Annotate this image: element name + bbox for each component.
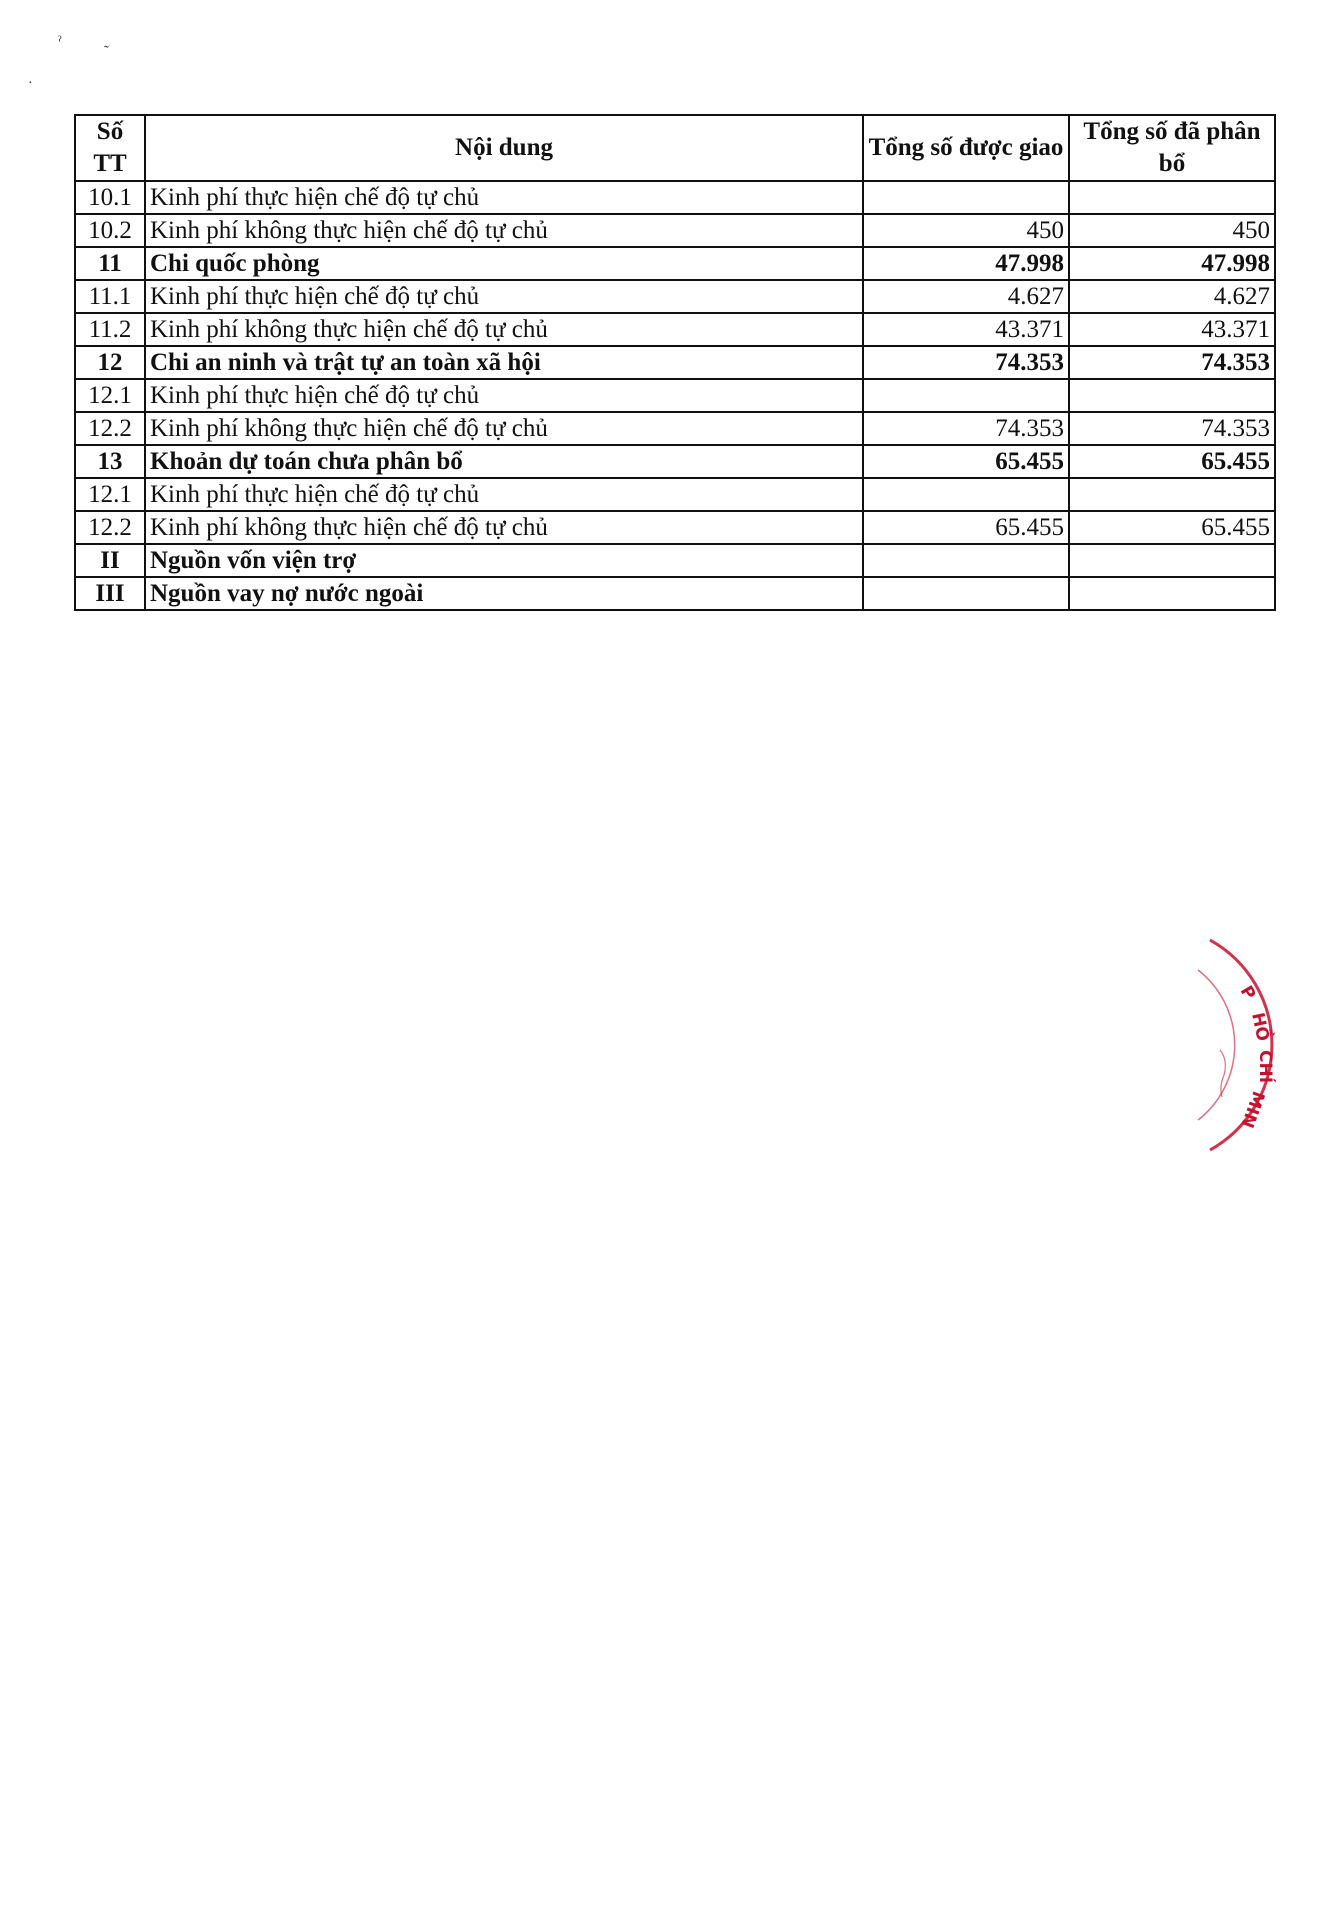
row-content: Nguồn vốn viện trợ	[145, 544, 863, 577]
row-stt: 12.1	[75, 379, 145, 412]
row-content: Kinh phí thực hiện chế độ tự chủ	[145, 379, 863, 412]
table-row	[75, 445, 1275, 478]
row-content: Kinh phí thực hiện chế độ tự chủ	[145, 181, 863, 214]
row-allocated: 4.627	[1069, 280, 1275, 313]
official-seal	[1190, 930, 1300, 1160]
row-allocated	[1069, 478, 1275, 511]
row-assigned: 47.998	[863, 247, 1069, 280]
row-assigned: 74.353	[863, 346, 1069, 379]
scan-artifact: ·	[28, 76, 33, 91]
svg-text:P: P	[1235, 982, 1260, 1004]
table-row	[75, 247, 1275, 280]
budget-table	[74, 114, 1276, 611]
table-row	[75, 181, 1275, 214]
row-stt: 12.1	[75, 478, 145, 511]
row-allocated	[1069, 577, 1275, 610]
row-stt: 12.2	[75, 412, 145, 445]
svg-text:CHÍ: CHÍ	[1255, 1050, 1275, 1084]
row-stt: 10.2	[75, 214, 145, 247]
table-row	[75, 544, 1275, 577]
row-assigned: 43.371	[863, 313, 1069, 346]
row-stt: 11.1	[75, 280, 145, 313]
row-content: Kinh phí thực hiện chế độ tự chủ	[145, 280, 863, 313]
row-allocated: 43.371	[1069, 313, 1275, 346]
row-allocated	[1069, 379, 1275, 412]
row-content: Kinh phí không thực hiện chế độ tự chủ	[145, 511, 863, 544]
row-stt: 12	[75, 346, 145, 379]
table-header-row	[75, 115, 1275, 181]
table-row	[75, 214, 1275, 247]
row-stt: 12.2	[75, 511, 145, 544]
row-allocated: 74.353	[1069, 346, 1275, 379]
svg-text:HỒ: HỒ	[1247, 1010, 1273, 1044]
table-row	[75, 313, 1275, 346]
row-allocated	[1069, 181, 1275, 214]
header-content: Nội dung	[145, 115, 863, 181]
row-allocated: 65.455	[1069, 445, 1275, 478]
row-allocated: 74.353	[1069, 412, 1275, 445]
row-assigned: 4.627	[863, 280, 1069, 313]
row-stt: II	[75, 544, 145, 577]
row-assigned	[863, 544, 1069, 577]
row-assigned: 65.455	[863, 511, 1069, 544]
row-stt: 11.2	[75, 313, 145, 346]
row-stt: 11	[75, 247, 145, 280]
table-row	[75, 379, 1275, 412]
row-allocated	[1069, 544, 1275, 577]
scan-artifact: ˀ	[58, 34, 62, 49]
table-row	[75, 577, 1275, 610]
row-assigned	[863, 379, 1069, 412]
row-content: Nguồn vay nợ nước ngoài	[145, 577, 863, 610]
row-assigned	[863, 181, 1069, 214]
row-content: Chi quốc phòng	[145, 247, 863, 280]
svg-text:MIN: MIN	[1236, 1088, 1269, 1131]
table-row	[75, 478, 1275, 511]
row-content: Chi an ninh và trật tự an toàn xã hội	[145, 346, 863, 379]
row-content: Khoản dự toán chưa phân bổ	[145, 445, 863, 478]
row-allocated: 450	[1069, 214, 1275, 247]
row-assigned	[863, 577, 1069, 610]
header-allocated: Tổng số đã phân bổ	[1069, 115, 1275, 181]
row-stt: 10.1	[75, 181, 145, 214]
row-stt: 13	[75, 445, 145, 478]
row-assigned: 65.455	[863, 445, 1069, 478]
table-row	[75, 346, 1275, 379]
table-row	[75, 412, 1275, 445]
row-assigned	[863, 478, 1069, 511]
table-body	[75, 181, 1275, 610]
scan-artifact: ˷	[104, 34, 109, 49]
row-assigned: 74.353	[863, 412, 1069, 445]
table-row	[75, 511, 1275, 544]
row-assigned: 450	[863, 214, 1069, 247]
row-allocated: 65.455	[1069, 511, 1275, 544]
header-assigned: Tổng số được giao	[863, 115, 1069, 181]
row-allocated: 47.998	[1069, 247, 1275, 280]
row-content: Kinh phí không thực hiện chế độ tự chủ	[145, 214, 863, 247]
table-row	[75, 280, 1275, 313]
header-stt: Số TT	[75, 115, 145, 181]
row-stt: III	[75, 577, 145, 610]
row-content: Kinh phí thực hiện chế độ tự chủ	[145, 478, 863, 511]
row-content: Kinh phí không thực hiện chế độ tự chủ	[145, 313, 863, 346]
row-content: Kinh phí không thực hiện chế độ tự chủ	[145, 412, 863, 445]
